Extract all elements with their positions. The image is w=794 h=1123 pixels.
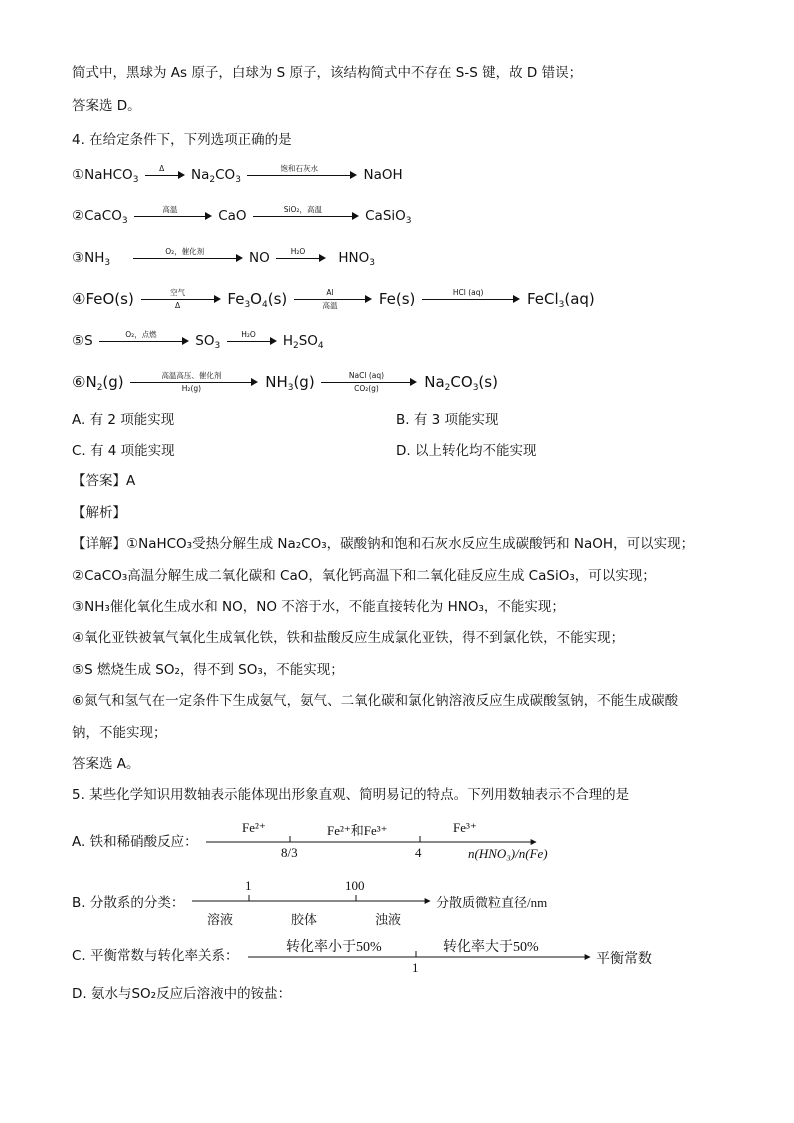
segment-label: Fe²⁺和Fe³⁺ (327, 823, 388, 838)
reaction-arrow: H₂O (227, 331, 277, 351)
species: CaCO (84, 208, 122, 224)
tick-label: 1 (245, 878, 252, 893)
species: FeCl (526, 290, 559, 308)
reaction-index: ⑥ (72, 373, 86, 391)
reaction-arrow: H₂O (276, 248, 326, 268)
option-c-label: C. 平衡常数与转化率关系： (72, 948, 239, 964)
reaction-arrow: 高温高压、催化剂 H₂(g) (130, 372, 258, 392)
reaction-arrow: HCl (aq) (422, 289, 520, 309)
reaction-arrow: O₂，点燃 (99, 331, 189, 351)
detail-2: ②CaCO₃高温分解生成二氧化碳和 CaO，氧化钙高温下和二氧化硅反应生成 CaSiO₃，可以实现； (72, 568, 656, 584)
detail-5: ⑤S 燃烧生成 SO₂，得不到 SO₃，不能实现； (72, 662, 344, 678)
reaction-arrow: O₂，催化剂 (133, 248, 243, 268)
species: SO (195, 333, 215, 349)
reaction-5: ⑤S O₂，点燃 $SO_3$ H₂O $H_2SO_4$ (72, 330, 324, 351)
reaction-index: ② (72, 208, 85, 224)
option-c: C. 有 4 项能实现 (72, 443, 175, 459)
species: NH (265, 373, 288, 391)
species: N (85, 373, 97, 391)
species: CaO (218, 208, 247, 224)
tick-label: 4 (415, 845, 422, 860)
answer-tag: 【答案】A (72, 473, 136, 489)
reaction-arrow: 高温 (134, 206, 212, 226)
previous-answer: 答案选 D。 (72, 98, 141, 114)
detail-6a: ⑥氮气和氢气在一定条件下生成氨气，氨气、二氧化碳和氯化钠溶液反应生成碳酸氢钠，不能生成碳酸 (72, 693, 679, 709)
species: Na (424, 373, 445, 391)
option-b-label: B. 分散系的分类： (72, 895, 185, 911)
segment-label: 转化率小于50% (286, 940, 382, 955)
reaction-1: ①NaHCO$_3$ Δ $Na_2CO_3$ 饱和石灰水 NaOH (72, 164, 403, 185)
species: NH (84, 250, 105, 266)
analysis-tag: 【解析】 (72, 505, 126, 521)
species: NaHCO (84, 167, 133, 183)
axis-label: 分散质微粒直径/nm (436, 895, 548, 910)
detail-6b: 钠，不能实现； (72, 725, 167, 741)
segment-label: 溶液 (207, 912, 234, 927)
species: CaSiO (365, 208, 406, 224)
q4-stem: 4. 在给定条件下，下列选项正确的是 (72, 132, 292, 148)
tick-label: 1 (412, 960, 419, 975)
q5-stem: 5. 某些化学知识用数轴表示能体现出形象直观、简明易记的特点。下列用数轴表示不合理的是 (72, 787, 630, 803)
segment-label: Fe²⁺ (242, 820, 266, 835)
reaction-arrow: Al 高温 (294, 289, 372, 309)
option-d: D. 以上转化均不能实现 (396, 443, 537, 459)
tick-label: 100 (345, 878, 365, 893)
segment-label: 转化率大于50% (443, 940, 539, 955)
reaction-index: ① (72, 167, 85, 183)
reaction-arrow: Δ (145, 165, 185, 185)
segment-label: Fe³⁺ (453, 820, 477, 835)
species: NO (248, 250, 270, 266)
species: NaOH (363, 167, 403, 183)
reaction-arrow: 空气 Δ (141, 289, 221, 309)
reaction-4: ④FeO(s) 空气 Δ $Fe_3O_4(s)$ Al 高温 Fe(s) HCl (aq) FeCl$_3$(aq) (72, 288, 595, 310)
species: Fe(s) (378, 290, 416, 308)
reaction-index: ④ (72, 290, 86, 308)
reaction-index: ⑤ (72, 333, 85, 349)
detail-4: ④氧化亚铁被氧气氧化生成氧化铁，铁和盐酸反应生成氯化亚铁，得不到氯化铁，不能实现； (72, 630, 625, 646)
species: HNO (338, 250, 370, 266)
reaction-3: $③NH_3$ O₂，催化剂 NO H₂O $HNO_3$ (72, 247, 375, 268)
axis-label: n(HNO₃)/n(Fe) (468, 846, 548, 861)
reaction-arrow: SiO₂，高温 (253, 206, 359, 226)
species: FeO(s) (85, 290, 134, 308)
q4-answer: 答案选 A。 (72, 756, 140, 772)
reaction-arrow: NaCl (aq) CO₂(g) (321, 372, 417, 392)
intro-text: 简式中，黑球为 As 原子，白球为 S 原子，该结构简式中不存在 S-S 键，故 D 错误； (72, 65, 583, 81)
species: S (84, 333, 93, 349)
reaction-index: ③ (72, 250, 85, 266)
species: Fe (227, 290, 245, 308)
reaction-arrow: 饱和石灰水 (247, 165, 357, 185)
detail-1: 【详解】①NaHCO₃受热分解生成 Na₂CO₃，碳酸钠和饱和石灰水反应生成碳酸钙和 NaOH，可以实现； (72, 536, 695, 552)
detail-3: ③NH₃催化氧化生成水和 NO，NO 不溶于水，不能直接转化为 HNO₃，不能实现； (72, 599, 565, 615)
tick-label: 8/3 (281, 845, 298, 860)
segment-label: 胶体 (291, 912, 318, 927)
detail-tag: 【详解】 (72, 536, 126, 552)
option-a: A. 有 2 项能实现 (72, 412, 175, 428)
option-a-label: A. 铁和稀硝酸反应： (72, 834, 198, 850)
axis-label: 平衡常数 (596, 952, 652, 967)
option-d-label: D. 氨水与SO₂反应后溶液中的铵盐： (72, 986, 292, 1002)
reaction-6: $⑥N_2(g)$ 高温高压、催化剂 H₂(g) $NH_3(g)$ NaCl (aq) CO₂(g) $Na_2CO_3(s)$ (72, 371, 498, 393)
reaction-2: ②CaCO$_3$ 高温 CaO SiO₂，高温 CaSiO$_3$ (72, 205, 412, 226)
species: Na (191, 167, 210, 183)
species: H (282, 333, 293, 349)
option-b: B. 有 3 项能实现 (396, 412, 499, 428)
segment-label: 浊液 (375, 912, 402, 927)
